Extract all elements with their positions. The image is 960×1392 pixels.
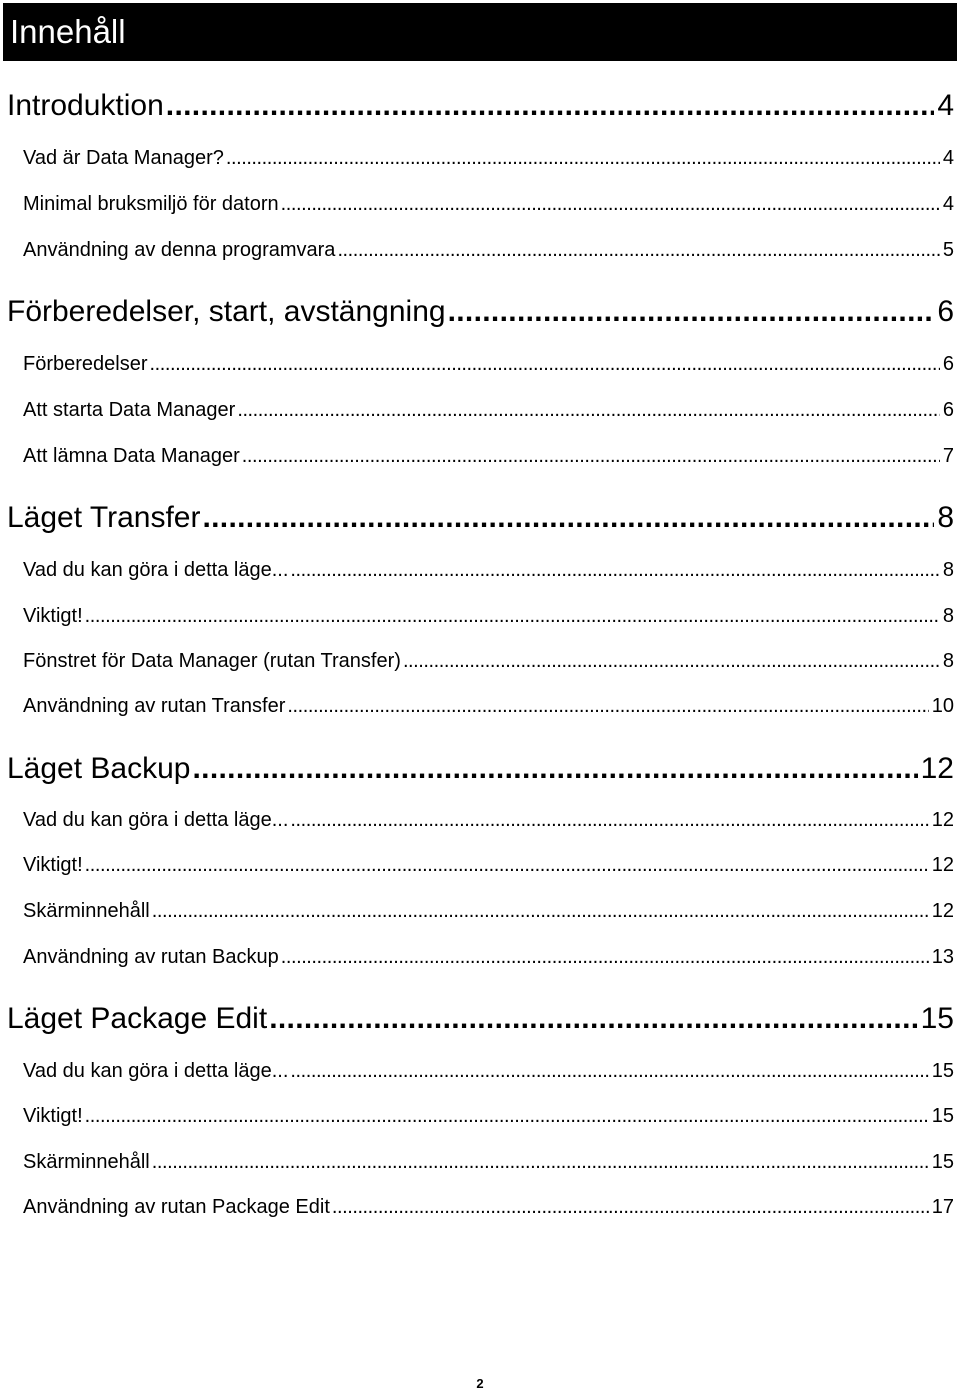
toc-entry-page: 6 <box>942 353 954 375</box>
dot-leader <box>290 556 940 584</box>
dot-leader <box>242 442 940 470</box>
toc-entry-title: Minimal bruksmiljö för datorn <box>23 193 279 215</box>
dot-leader <box>152 1148 929 1176</box>
toc-entry-page: 15 <box>931 1060 954 1082</box>
dot-leader <box>85 1102 929 1130</box>
toc-entry-title: Vad är Data Manager? <box>23 147 224 169</box>
toc-entry-page: 6 <box>937 295 954 328</box>
toc-entry[interactable] <box>23 602 954 630</box>
dot-leader <box>202 498 934 538</box>
toc-entry-title: Skärminnehåll <box>23 900 150 922</box>
toc-section-introduktion[interactable] <box>7 86 954 126</box>
toc-entry-page: 8 <box>942 559 954 581</box>
dot-leader <box>85 851 929 879</box>
toc-entry-page: 5 <box>942 239 954 261</box>
toc-entry-title: Viktigt! <box>23 1105 83 1127</box>
toc-entry-page: 13 <box>931 946 954 968</box>
page-title: Innehåll <box>10 13 126 50</box>
dot-leader <box>332 1193 929 1221</box>
toc-entry[interactable] <box>23 897 954 925</box>
toc-entry[interactable] <box>23 144 954 172</box>
toc-entry-title: Vad du kan göra i detta läge... <box>23 1060 289 1082</box>
toc-entry-page: 15 <box>931 1105 954 1127</box>
toc-entry-page: 10 <box>931 695 954 717</box>
toc-entry-title: Förberedelser <box>23 353 148 375</box>
toc-entry-title: Läget Package Edit <box>7 1002 268 1035</box>
dot-leader <box>166 86 935 126</box>
dot-leader <box>85 602 940 630</box>
toc-entry-page: 4 <box>937 89 954 122</box>
toc-entry[interactable] <box>23 396 954 424</box>
dot-leader <box>337 236 939 264</box>
toc-entry-page: 15 <box>931 1151 954 1173</box>
toc-entry[interactable] <box>23 1057 954 1085</box>
dot-leader <box>281 943 929 971</box>
toc-entry-title: Vad du kan göra i detta läge... <box>23 809 289 831</box>
toc-entry-title: Läget Backup <box>7 752 191 785</box>
toc-entry-page: 6 <box>942 399 954 421</box>
dot-leader <box>237 396 940 424</box>
toc-entry-page: 12 <box>931 900 954 922</box>
dot-leader <box>281 190 940 218</box>
toc-entry-title: Användning av rutan Backup <box>23 946 279 968</box>
toc-entry[interactable] <box>23 190 954 218</box>
toc-entry-page: 4 <box>942 193 954 215</box>
toc-entry-title: Användning av denna programvara <box>23 239 336 261</box>
toc-entry-page: 7 <box>942 445 954 467</box>
page-number: 2 <box>476 1376 484 1391</box>
toc-section-backup[interactable] <box>7 749 954 789</box>
toc-entry[interactable] <box>23 1193 954 1221</box>
toc-entry-page: 17 <box>931 1196 954 1218</box>
toc-section-transfer[interactable] <box>7 498 954 538</box>
toc-entry-title: Vad du kan göra i detta läge... <box>23 559 289 581</box>
dot-leader <box>150 350 940 378</box>
toc-section-forberedelser[interactable] <box>7 292 954 332</box>
toc-entry[interactable] <box>23 851 954 879</box>
toc-entry[interactable] <box>23 556 954 584</box>
dot-leader <box>448 292 935 332</box>
toc-entry[interactable] <box>23 943 954 971</box>
dot-leader <box>192 749 917 789</box>
dot-leader <box>152 897 929 925</box>
toc-entry[interactable] <box>23 806 954 834</box>
dot-leader <box>226 144 940 172</box>
toc-entry-title: Användning av rutan Package Edit <box>23 1196 330 1218</box>
toc-entry-page: 12 <box>931 809 954 831</box>
toc-entry-title: Att lämna Data Manager <box>23 445 240 467</box>
toc-entry-page: 8 <box>942 650 954 672</box>
dot-leader <box>290 806 928 834</box>
dot-leader <box>269 999 917 1039</box>
toc-entry-title: Användning av rutan Transfer <box>23 695 286 717</box>
dot-leader <box>287 692 928 720</box>
toc-entry-page: 4 <box>942 147 954 169</box>
toc-entry-page: 12 <box>931 854 954 876</box>
toc-entry[interactable] <box>23 1102 954 1130</box>
toc-entry-title: Introduktion <box>7 89 164 122</box>
toc-entry-title: Fönstret för Data Manager (rutan Transfer) <box>23 650 401 672</box>
toc-entry[interactable] <box>23 692 954 720</box>
toc-entry-title: Skärminnehåll <box>23 1151 150 1173</box>
toc-entry-page: 15 <box>920 1002 954 1035</box>
toc-entry-title: Viktigt! <box>23 605 83 627</box>
toc-entry-title: Läget Transfer <box>7 501 201 534</box>
toc-entry[interactable] <box>23 1148 954 1176</box>
toc-entry-title: Viktigt! <box>23 854 83 876</box>
toc-entry[interactable] <box>23 350 954 378</box>
toc-entry[interactable] <box>23 442 954 470</box>
dot-leader <box>403 647 940 675</box>
toc-section-package-edit[interactable] <box>7 999 954 1039</box>
toc-entry[interactable] <box>23 647 954 675</box>
toc-entry[interactable] <box>23 236 954 264</box>
toc-entry-page: 8 <box>942 605 954 627</box>
toc-entry-title: Förberedelser, start, avstängning <box>7 295 446 328</box>
toc-entry-title: Att starta Data Manager <box>23 399 236 421</box>
toc-entry-page: 12 <box>920 752 954 785</box>
toc-entry-page: 8 <box>937 501 954 534</box>
dot-leader <box>290 1057 928 1085</box>
